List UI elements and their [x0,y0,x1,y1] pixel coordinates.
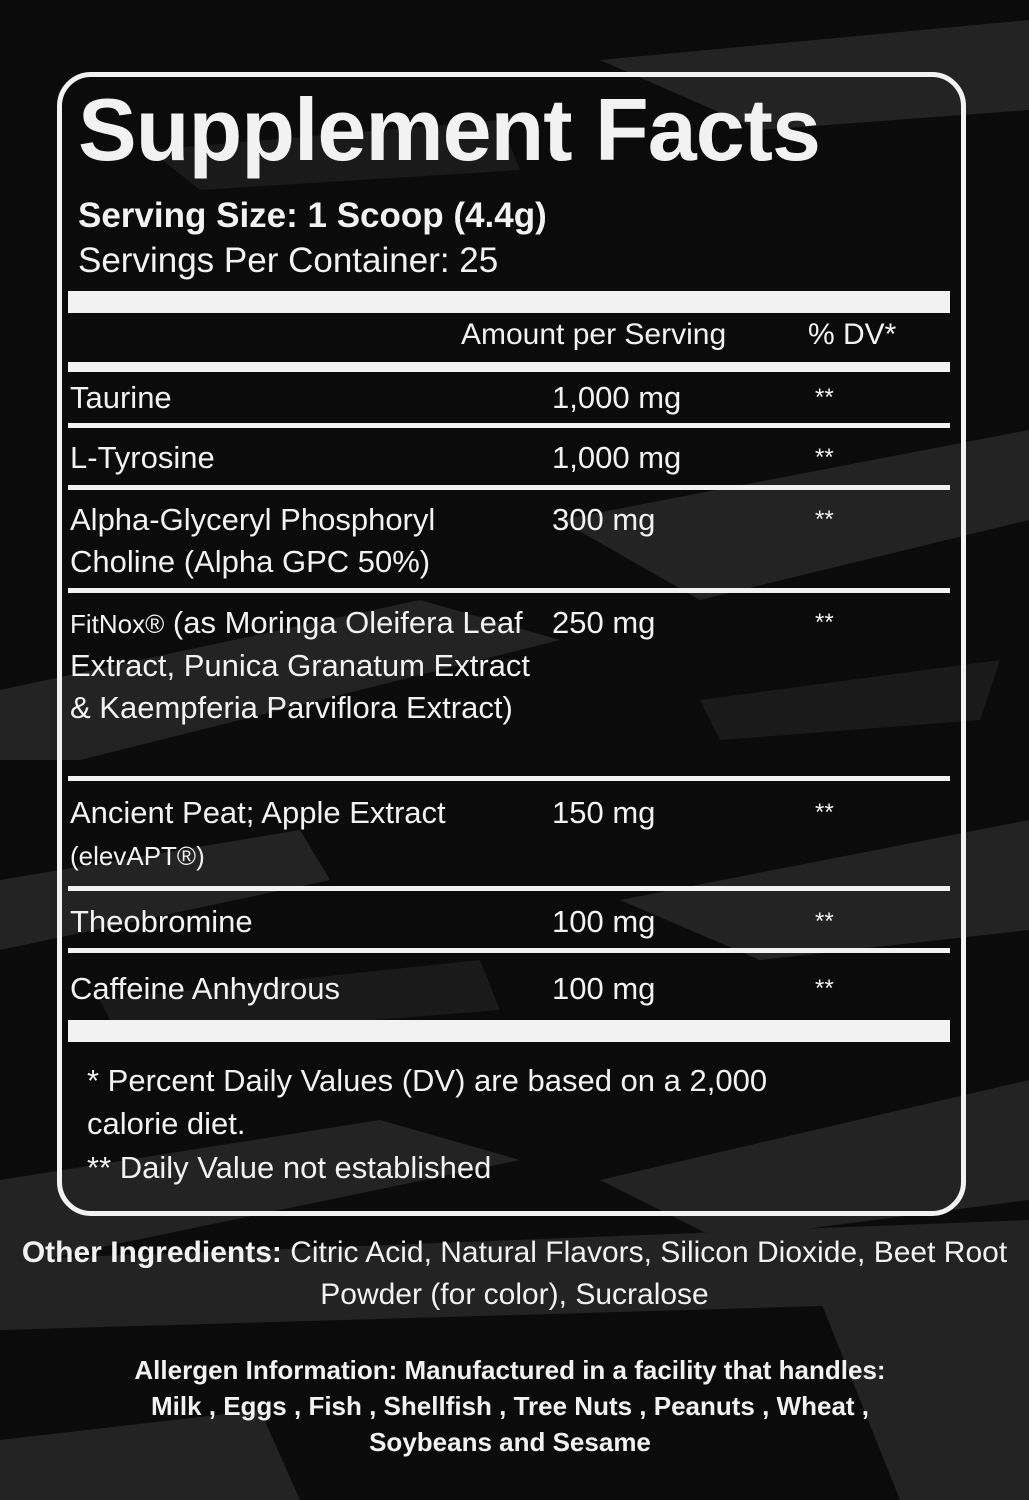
ingredient-amount: 250 mg [552,605,656,640]
ingredient-amount: 100 mg [552,971,656,1006]
not-established-footnote: ** Daily Value not established [87,1150,492,1185]
row-divider [68,423,950,428]
ingredient-name: Theobromine [70,904,253,939]
ingredient-name: Alpha-Glyceryl Phosphoryl Choline (Alpha GPC 50%) [70,502,436,579]
row-divider [68,776,950,781]
other-ingredients-text: Citric Acid, Natural Flavors, Silicon Dioxide, Beet Root Powder (for color), Sucralose [281,1236,1008,1311]
row-divider [68,948,950,953]
other-ingredients-label: Other Ingredients: [21,1236,282,1269]
allergen-information: Allergen Information: Manufactured in a facility that handles: Milk , Eggs , Fish , Shellfish , Tree Nuts , Peanuts , Wheat , Soybeans and Sesame [134,1355,886,1457]
other-ingredients [20,1232,1009,1316]
ingredient-amount: 150 mg [552,795,656,830]
ingredient-description: (as Moringa Oleifera Leaf Extract, Punica Granatum Extract & Kaempferia Parviflora Extract) [70,605,531,725]
ingredient-description: Ancient Peat; Apple Extract [70,795,446,830]
ingredient-dv: ** [815,908,834,935]
ingredient-brand: FitNox® [70,609,165,639]
ingredient-name [70,792,540,877]
row-divider [68,485,950,490]
thick-divider [68,291,950,313]
ingredient-dv: ** [815,799,834,826]
ingredient-dv: ** [815,384,834,411]
row-divider [68,886,950,891]
ingredient-amount: 1,000 mg [552,440,682,475]
page-title: Supplement Facts [78,80,820,179]
dv-footnote: * Percent Daily Values (DV) are based on a 2,000 calorie diet. [87,1063,768,1141]
ingredient-name: Taurine [70,380,172,415]
ingredient-name [70,602,540,729]
ingredient-brand: (elevAPT®) [70,841,205,871]
ingredient-dv: ** [815,975,834,1002]
servings-per-container: Servings Per Container: 25 [78,241,499,280]
ingredient-dv: ** [815,506,834,533]
row-divider [68,588,950,593]
ingredient-name: Caffeine Anhydrous [70,971,341,1006]
amount-per-serving-header: Amount per Serving [461,318,727,351]
ingredient-name: L-Tyrosine [70,440,215,475]
ingredient-amount: 100 mg [552,904,656,939]
ingredient-dv: ** [815,444,834,471]
ingredient-amount: 1,000 mg [552,380,682,415]
header-divider [68,362,950,372]
ingredient-dv: ** [815,609,834,636]
thick-divider [68,1020,950,1042]
serving-size: Serving Size: 1 Scoop (4.4g) [78,196,547,235]
dv-header: % DV* [808,318,897,351]
ingredient-amount: 300 mg [552,502,656,537]
